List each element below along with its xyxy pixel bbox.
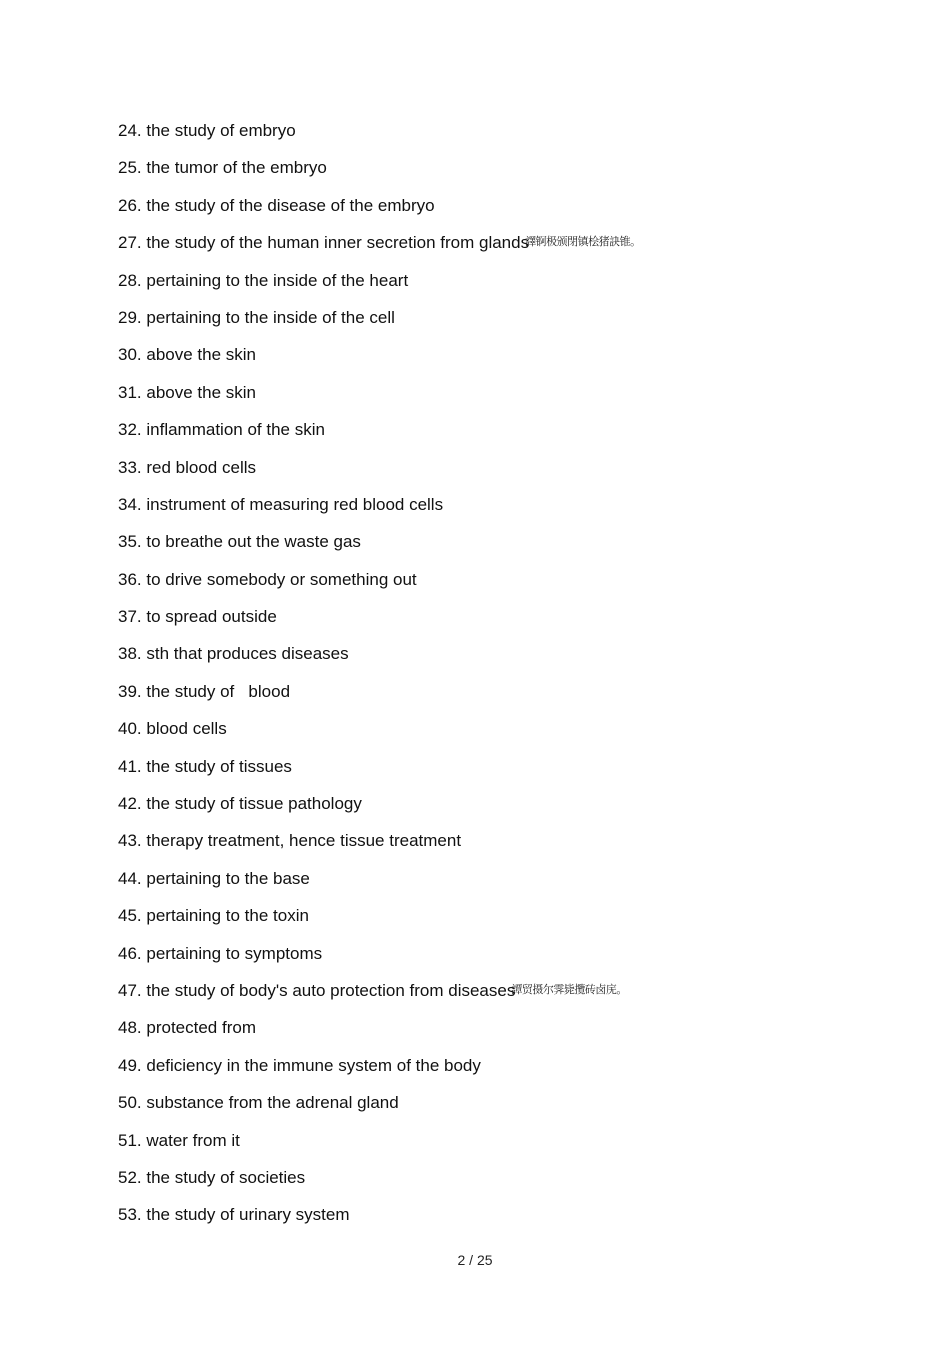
list-item [118,195,878,232]
item-number: 45. [118,906,142,926]
item-text: the study of body's auto protection from diseases [146,980,516,1000]
item-text: deficiency in the immune system of the body [146,1055,481,1075]
list-item [118,120,878,157]
item-number: 48. [118,1018,142,1038]
item-text: pertaining to the base [146,868,310,888]
list-item [118,457,878,494]
item-number: 42. [118,794,142,814]
item-garbled-suffix: 譯锕极颁閉镇桧猪訣锥。 [525,235,641,249]
item-text: pertaining to the inside of the cell [146,307,395,327]
item-number: 26. [118,195,142,215]
item-text: pertaining to the inside of the heart [146,270,409,290]
item-number: 33. [118,457,142,477]
list-item [118,1204,878,1241]
item-number: 51. [118,1130,142,1150]
item-number: 36. [118,569,142,589]
item-number: 28. [118,270,142,290]
list-item [118,419,878,456]
list-item [118,868,878,905]
item-text: the study of embryo [146,121,296,140]
item-text: the study of the disease of the embryo [146,195,435,215]
list-item [118,569,878,606]
item-text: to drive somebody or something out [146,569,417,589]
item-text: the tumor of the embryo [146,158,327,178]
item-number: 29. [118,307,142,327]
item-text: blood cells [146,719,227,739]
list-item [118,232,878,269]
list-item [118,157,878,194]
list-item [118,1055,878,1092]
list-item [118,1167,878,1204]
page-number: 2 / 25 [457,1252,493,1268]
item-number: 39. [118,681,142,701]
item-number: 52. [118,1167,142,1187]
item-text: substance from the adrenal gland [146,1093,399,1113]
item-text: above the skin [146,382,257,402]
item-garbled-suffix: 譚贸摄尔霁毙攬砖卤庑。 [511,982,627,996]
item-text: to spread outside [146,607,277,627]
item-text: therapy treatment, hence tissue treatment [146,831,462,851]
list-item [118,531,878,568]
item-text: the study of blood [146,681,291,701]
item-number: 34. [118,494,142,514]
item-text: inflammation of the skin [146,420,325,440]
item-text: to breathe out the waste gas [146,532,361,552]
item-number: 37. [118,607,142,627]
item-number: 41. [118,756,142,776]
list-item [118,270,878,307]
item-text: the study of societies [146,1167,306,1187]
item-text: the study of tissues [146,756,292,776]
item-number: 35. [118,532,142,552]
list-item [118,756,878,793]
item-number: 25. [118,158,142,178]
list-item [118,830,878,867]
item-number: 44. [118,868,142,888]
list-item [118,980,878,1017]
item-number: 31. [118,382,142,402]
item-number: 32. [118,420,142,440]
item-text: the study of urinary system [146,1205,350,1225]
item-text: above the skin [146,345,257,365]
item-text: pertaining to the toxin [146,906,309,926]
item-number: 27. [118,233,142,253]
list-item [118,1017,878,1054]
item-text: the study of tissue pathology [146,794,362,814]
item-number: 30. [118,345,142,365]
list-item [118,1130,878,1167]
item-text: instrument of measuring red blood cells [146,494,444,514]
item-number: 53. [118,1205,142,1225]
list-item [118,307,878,344]
item-text: protected from [146,1018,256,1038]
list-item [118,344,878,381]
list-item [118,1092,878,1129]
item-number: 49. [118,1055,142,1075]
list-item [118,643,878,680]
list-item [118,382,878,419]
item-number: 38. [118,644,142,664]
item-number: 46. [118,943,142,963]
list-item [118,905,878,942]
item-text: water from it [146,1130,240,1150]
list-item [118,793,878,830]
list-item [118,943,878,980]
item-number: 50. [118,1093,142,1113]
list-item [118,606,878,643]
definition-list [118,120,878,1242]
item-text: the study of the human inner secretion from glands [146,233,530,253]
item-number: 47. [118,980,142,1000]
item-text: red blood cells [146,457,256,477]
item-number: 40. [118,719,142,739]
item-number: 24. [118,121,142,140]
item-number: 43. [118,831,142,851]
item-text: pertaining to symptoms [146,943,323,963]
list-item [118,494,878,531]
list-item [118,718,878,755]
list-item [118,681,878,718]
item-text: sth that produces diseases [146,644,349,664]
